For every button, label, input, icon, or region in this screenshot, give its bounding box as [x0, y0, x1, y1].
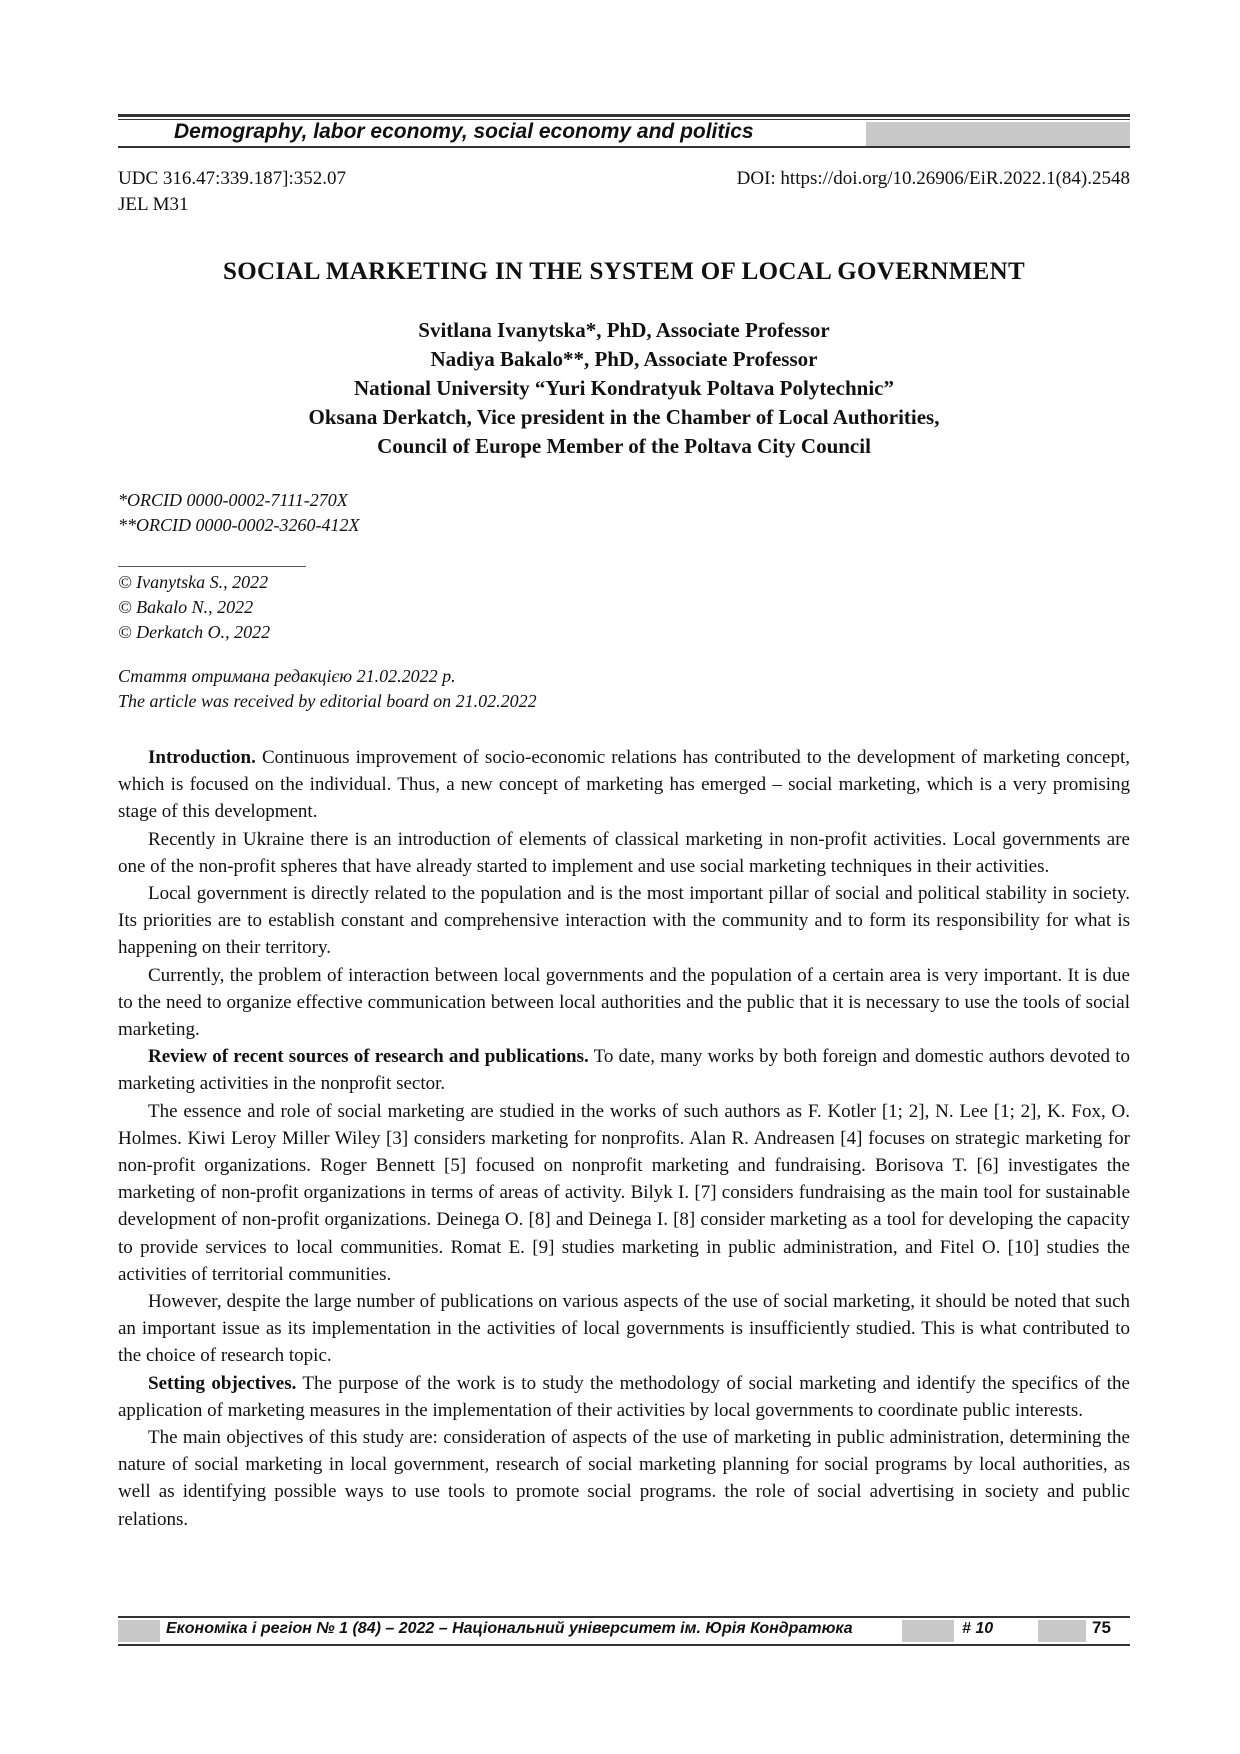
running-header: [118, 114, 1130, 146]
jel-code: JEL M31: [118, 194, 189, 215]
paragraph: Currently, the problem of interaction between local governments and the population of a certain area is very important. It is due to the need to organize effective communication between local authorities and the public that it is necessary to use the tools of social marketing.: [118, 964, 1130, 1041]
paragraph-introduction: Introduction. Continuous improvement of socio-economic relations has contributed to the development of marketing concept, which is focused on the individual. Thus, a new concept of marketing has emerged – social marketing, which is a very promising stage of this development.: [118, 747, 1130, 823]
section-title: Demography, labor economy, social economy and politics: [174, 120, 754, 143]
copyright-line: © Bakalo N., 2022: [118, 597, 254, 617]
copyright-line: © Derkatch O., 2022: [118, 622, 271, 642]
issue-number: # 10: [962, 1620, 994, 1637]
received-block: [118, 664, 537, 714]
author-line: Nadiya Bakalo**, PhD, Associate Professor: [430, 347, 818, 371]
paragraph: However, despite the large number of publications on various aspects of the use of social marketing, it should be noted that such an important issue as its implementation in the activities of local governments is insufficiently studied. This is what contributed to the choice of research topic.: [118, 1291, 1130, 1367]
journal-citation: Економіка і регіон № 1 (84) – 2022 – Національний університет ім. Юрія Кондратюка: [166, 1620, 853, 1637]
article-body: [118, 744, 1130, 1533]
orcid-line: *ORCID 0000-0002-7111-270X: [118, 490, 348, 510]
footer-grey-block: [902, 1620, 954, 1642]
author-line: Oksana Derkatch, Vice president in the Chamber of Local Authorities,: [308, 405, 940, 429]
paragraph: The essence and role of social marketing are studied in the works of such authors as F. Kotler [1; 2], N. Lee [1; 2], K. Fox, O. Holmes. Kiwi Leroy Miller Wiley [3] considers marketing for nonprofits. Alan R. Andreasen [4] focuses on strategic marketing for non-profit organizations. Roger Bennett [5] focused on nonprofit marketing and fundraising. Borisova T. [6] investigates the marketing of non-profit organizations in terms of areas of activity. Bilyk I. [7] considers fundraising as the main tool for sustainable development of non-profit organizations. Deinega O. [8] and Deinega I. [8] consider marketing as a tool for developing the capacity to provide services to local communities. Romat E. [9] studies marketing in public administration, and Fitel O. [10] studies the activities of territorial communities.: [118, 1100, 1130, 1285]
paragraph: Local government is directly related to the population and is the most important pillar of social and political stability in society. Its priorities are to establish constant and comprehensive interaction with the community and to form its responsibility for what is happening on their territory.: [118, 883, 1130, 959]
received-line-uk: Стаття отримана редакцією 21.02.2022 р.: [118, 666, 456, 686]
paragraph-heading: Introduction.: [148, 747, 256, 768]
copyright-line: © Ivanytska S., 2022: [118, 572, 269, 592]
footer-rule-bottom: [118, 1644, 1130, 1646]
copyright-block: [118, 570, 270, 645]
affiliation-line: National University “Yuri Kondratyuk Poltava Polytechnic”: [354, 376, 894, 400]
author-block: [118, 316, 1130, 461]
header-grey-block: [866, 122, 1130, 146]
doi-link[interactable]: DOI: https://doi.org/10.26906/EiR.2022.1(84).2548: [736, 168, 1130, 189]
paragraph-heading: Setting objectives.: [148, 1372, 297, 1394]
orcid-line: **ORCID 0000-0002-3260-412X: [118, 515, 360, 535]
paragraph: The main objectives of this study are: consideration of aspects of the use of marketing in public administration, determining the nature of social marketing in local government, research of social marketing planning for social programs by local authorities, as well as identifying possible ways to use tools to promote social programs. the role of social advertising in society and public relations.: [118, 1427, 1130, 1530]
footer-rule: [118, 1616, 1130, 1618]
header-rule: [118, 114, 1130, 117]
orcid-block: [118, 488, 359, 538]
udc-code: UDC 316.47:339.187]:352.07: [118, 168, 346, 189]
paragraph-heading: Review of recent sources of research and publications.: [148, 1046, 589, 1068]
copyright-rule: [118, 566, 306, 567]
received-line-en: The article was received by editorial board on 21.02.2022: [118, 691, 537, 711]
page-number: 75: [1092, 1618, 1111, 1637]
header-rule-bottom: [118, 146, 1130, 148]
running-footer: [118, 1616, 1130, 1646]
affiliation-line: Council of Europe Member of the Poltava City Council: [377, 434, 871, 458]
footer-grey-block: [1038, 1620, 1086, 1642]
paragraph: Recently in Ukraine there is an introduction of elements of classical marketing in non-profit activities. Local governments are one of the non-profit spheres that have already started to implement and use social marketing techniques in their activities.: [118, 828, 1130, 877]
footer-grey-block: [118, 1620, 160, 1642]
author-line: Svitlana Ivanytska*, PhD, Associate Professor: [418, 318, 830, 342]
article-title: SOCIAL MARKETING IN THE SYSTEM OF LOCAL GOVERNMENT: [223, 258, 1025, 285]
paragraph-review: Review of recent sources of research and publications. To date, many works by both foreign and domestic authors devoted to marketing activities in the nonprofit sector.: [118, 1046, 1130, 1095]
paragraph-objectives: Setting objectives. The purpose of the work is to study the methodology of social marketing and identify the specifics of the application of marketing measures in the implementation of their activities by local governments to coordinate public interests.: [118, 1372, 1130, 1421]
